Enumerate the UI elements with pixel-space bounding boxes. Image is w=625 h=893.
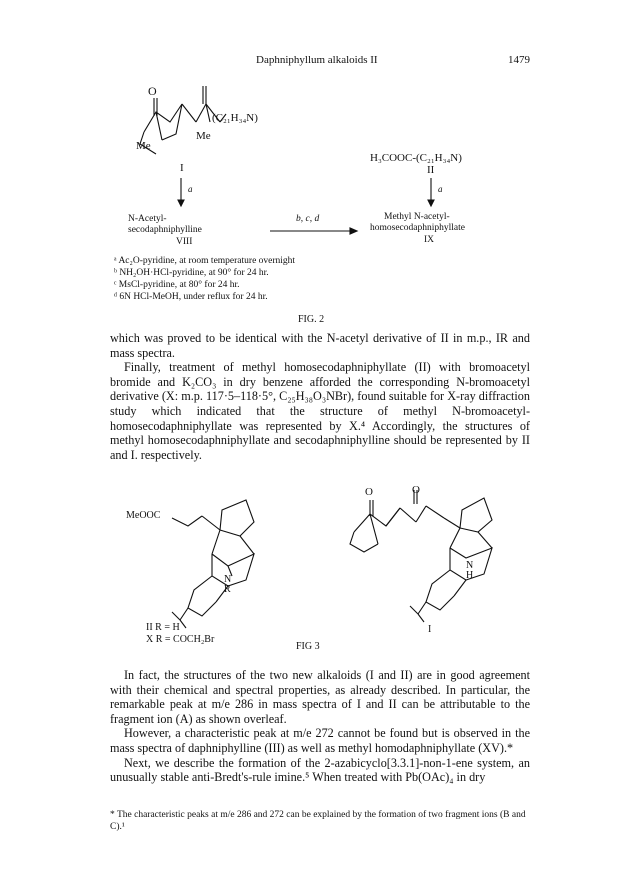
body-text xyxy=(110,668,530,785)
body-text xyxy=(110,331,530,462)
me-label: Me xyxy=(196,130,211,142)
meooc-label: MeOOC xyxy=(126,510,161,521)
reagent-footnote: ᵇ NH₂OH·HCl-pyridine, at 90° for 24 hr. xyxy=(114,268,269,278)
compound-I-label: I xyxy=(180,162,184,174)
page-number: 1479 xyxy=(508,54,530,66)
compound-VIII-label: VIII xyxy=(176,237,193,247)
figure-caption: FIG. 2 xyxy=(298,314,325,325)
n-label: N xyxy=(224,574,232,585)
reagent-footnote: ᵈ 6N HCl-MeOH, under reflux for 24 hr. xyxy=(114,292,268,302)
compound-I-structure-fig3 xyxy=(340,486,540,626)
paragraph: However, a characteristic peak at m/e 272 cannot be found but is observed in the mass spectra of daphniphylline (III) as well as methyl homodaphniphyllate (XV).* xyxy=(110,726,530,755)
compound-IX-name: homosecodaphniphyllate xyxy=(370,223,465,233)
paragraph: In fact, the structures of the two new alkaloids (I and II) are in good agreement with their chemical and spectral properties, as already described. In particular, the remarkable peak at m/e 286 in mass spectra of I and II can be attributable to the fragment ion (A) as shown overleaf. xyxy=(110,668,530,726)
paragraph: which was proved to be identical with the N-acetyl derivative of II in m.p., IR and mass spectra. xyxy=(110,331,530,360)
o-label: O xyxy=(365,486,373,498)
o-label: O xyxy=(412,484,420,496)
h-label: H xyxy=(466,570,474,581)
compound-II-structure xyxy=(150,496,290,626)
running-title: Daphniphyllum alkaloids II xyxy=(256,54,378,66)
r-definition: X R = COCH₂Br xyxy=(146,634,215,645)
r-label: R xyxy=(224,584,231,595)
arrow-reagent: a xyxy=(438,184,443,194)
page-footnote: * The characteristic peaks at m/e 286 and 272 can be explained by the formation of two fragment ions (B and C).¹ xyxy=(110,810,526,832)
compound-label: I xyxy=(428,624,432,635)
paragraph: Finally, treatment of methyl homosecodaphniphyllate (II) with bromoacetyl bromide and K₂CO₃ in dry benzene afforded the corresponding N-bromoacetyl derivative (X: m.p. 117·5–118·5°, C₂₅H₃₈O₃NBr), found suitable for X-ray diffraction study which indicated that the structure of methyl N-bromoacetyl-homosecodaphniphyllate was represented by X.⁴ Accordingly, the structures of methyl homosecodaphniphyllate and secodaphniphylline should be represented by II and I. respectively. xyxy=(110,360,530,462)
reagent-footnote: ᶜ MsCl-pyridine, at 80° for 24 hr. xyxy=(114,280,240,290)
compound-IX-name: Methyl N-acetyl- xyxy=(384,212,450,222)
arrow-reagent: a xyxy=(188,184,193,194)
arrow-right xyxy=(270,226,360,236)
arrow-down-left xyxy=(176,178,186,208)
me-label: Me xyxy=(136,140,151,152)
compound-I-substituent: (C₂₁H₃₄N) xyxy=(212,112,258,124)
arrow-down-right xyxy=(426,178,436,208)
n-label: N xyxy=(466,560,474,571)
compound-IX-label: IX xyxy=(424,235,435,245)
compound-VIII-name: N-Acetyl- xyxy=(128,214,167,224)
middle-arrow-reagents: b, c, d xyxy=(296,214,320,224)
compound-II-label: II xyxy=(427,164,435,176)
r-definition: II R = H xyxy=(146,622,180,633)
figure-caption: FIG 3 xyxy=(296,641,320,652)
compound-VIII-name: secodaphniphylline xyxy=(128,225,202,235)
reagent-footnote: ᵃ Ac₂O-pyridine, at room temperature overnight xyxy=(114,256,296,266)
paragraph: Next, we describe the formation of the 2-azabicyclo[3.3.1]-non-1-ene system, an unusually stable anti-Bredt's-rule imine.⁵ When treated with Pb(OAc)₄ in dry xyxy=(110,755,530,785)
o-label: O xyxy=(148,84,157,98)
compound-II-formula: H₃COOC-(C₂₁H₃₄N) xyxy=(370,152,462,164)
